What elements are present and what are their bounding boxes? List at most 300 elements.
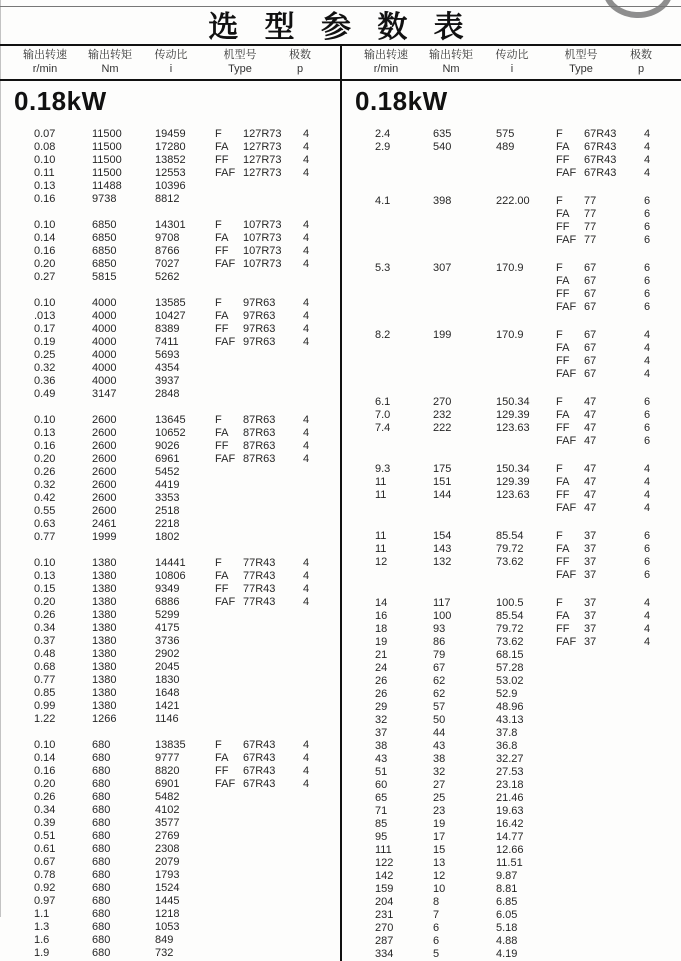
- ratio-cell: 129.39: [496, 409, 530, 421]
- header-torque: [419, 48, 483, 79]
- ratio-group: [341, 128, 681, 180]
- torque-cell: [433, 502, 496, 515]
- speed-cell: 65: [375, 792, 388, 804]
- speed-cell: 0.55: [34, 505, 56, 517]
- ratio-cell: 43.13: [496, 714, 524, 726]
- torque-cell: 680: [92, 869, 111, 881]
- header-type-cn: 机型号: [564, 49, 598, 61]
- ratio-group: [0, 414, 340, 544]
- ratio-cell: 1146: [155, 713, 179, 725]
- type-model-cell: [243, 817, 303, 830]
- ratio-cell: 6901: [155, 778, 180, 790]
- type-prefix-cell: [215, 505, 243, 518]
- ratio-cell: 9777: [155, 752, 180, 764]
- ratio-cell: 4419: [155, 479, 180, 491]
- speed-cell: 0.26: [34, 466, 56, 478]
- torque-cell: 43: [433, 740, 446, 752]
- header-poles-cn: 极数: [630, 49, 652, 61]
- type-model-cell: [243, 531, 303, 544]
- ratio-cell: 10396: [155, 180, 186, 192]
- table-row: [341, 489, 681, 502]
- type-model-cell: 127R73: [243, 128, 282, 140]
- speed-cell: 0.19: [34, 336, 56, 348]
- speed-cell: .013: [34, 310, 56, 322]
- table-row: [341, 766, 681, 779]
- type-prefix-cell: [215, 609, 243, 622]
- torque-cell: 232: [433, 409, 452, 421]
- torque-cell: 1380: [92, 661, 117, 673]
- torque-cell: 5: [433, 948, 440, 960]
- type-model-cell: [243, 791, 303, 804]
- table-row: [0, 739, 340, 752]
- ratio-cell: 732: [155, 947, 174, 959]
- type-model-cell: 47: [584, 422, 597, 434]
- speed-cell: 0.48: [34, 648, 56, 660]
- type-model-cell: [243, 362, 303, 375]
- type-prefix-cell: FF: [556, 221, 570, 233]
- torque-cell: 50: [433, 714, 446, 726]
- poles-cell: 6: [644, 262, 651, 274]
- torque-cell: [433, 208, 496, 221]
- type-prefix-cell: F: [215, 219, 222, 231]
- poles-cell: [644, 935, 674, 948]
- torque-cell: 2600: [92, 492, 117, 504]
- speed-cell: 0.49: [34, 388, 56, 400]
- speed-cell: 60: [375, 779, 388, 791]
- ratio-cell: 100.5: [496, 597, 524, 609]
- ratio-group: [341, 597, 681, 961]
- power-section-heading: 0.18kW: [355, 86, 448, 116]
- ratio-cell: 53.02: [496, 675, 524, 687]
- type-prefix-cell: FAF: [556, 167, 577, 179]
- type-model-cell: 47: [584, 409, 597, 421]
- poles-cell: 4: [644, 154, 651, 166]
- type-model-cell: [243, 375, 303, 388]
- speed-cell: 1.3: [34, 921, 50, 933]
- table-row: [341, 909, 681, 922]
- torque-cell: 680: [92, 817, 111, 829]
- poles-cell: [303, 193, 333, 206]
- type-model-cell: [243, 882, 303, 895]
- type-model-cell: 47: [584, 502, 597, 514]
- ratio-cell: 5482: [155, 791, 180, 803]
- poles-cell: 4: [644, 636, 651, 648]
- poles-cell: 4: [644, 355, 651, 367]
- torque-cell: 11488: [92, 180, 122, 192]
- type-model-cell: [243, 271, 303, 284]
- poles-cell: 4: [303, 219, 310, 231]
- type-prefix-cell: [556, 792, 584, 805]
- type-prefix-cell: FA: [556, 543, 570, 555]
- ratio-cell: 14.77: [496, 831, 524, 843]
- speed-cell: 287: [375, 935, 394, 947]
- ratio-cell: 9026: [155, 440, 180, 452]
- type-model-cell: [584, 779, 644, 792]
- type-model-cell: 47: [584, 463, 597, 475]
- table-row: [341, 753, 681, 766]
- type-prefix-cell: [215, 193, 243, 206]
- type-prefix-cell: [215, 362, 243, 375]
- ratio-cell: 5693: [155, 349, 180, 361]
- type-prefix-cell: [215, 518, 243, 531]
- torque-cell: 117: [433, 597, 451, 609]
- type-prefix-cell: FA: [215, 570, 229, 582]
- table-row: [341, 262, 681, 275]
- poles-cell: [303, 687, 333, 700]
- type-model-cell: 127R73: [243, 167, 282, 179]
- type-model-cell: 97R63: [243, 297, 276, 309]
- type-prefix-cell: [215, 687, 243, 700]
- type-prefix-cell: [556, 870, 584, 883]
- type-prefix-cell: [556, 779, 584, 792]
- torque-cell: 17: [433, 831, 446, 843]
- ratio-cell: 19.63: [496, 805, 524, 817]
- speed-cell: 0.34: [34, 622, 56, 634]
- speed-cell: [375, 569, 433, 582]
- torque-cell: 1380: [92, 570, 117, 582]
- ratio-cell: 9708: [155, 232, 180, 244]
- table-row: [0, 505, 340, 518]
- ratio-cell: 8812: [155, 193, 180, 205]
- speed-cell: 204: [375, 896, 394, 908]
- header-ratio-cn: 传动比: [154, 49, 188, 61]
- type-prefix-cell: [215, 622, 243, 635]
- ratio-cell: 1802: [155, 531, 180, 543]
- speed-cell: [375, 355, 433, 368]
- type-prefix-cell: FA: [556, 476, 570, 488]
- poles-cell: [644, 948, 674, 961]
- poles-cell: 4: [303, 245, 310, 257]
- torque-cell: 1380: [92, 700, 117, 712]
- table-row: [0, 648, 340, 661]
- header-torque-cn: 输出转矩: [88, 49, 132, 61]
- poles-cell: [303, 479, 333, 492]
- type-prefix-cell: FF: [556, 355, 570, 367]
- speed-cell: 51: [375, 766, 388, 778]
- table-row: [0, 856, 340, 869]
- type-prefix-cell: FA: [215, 310, 229, 322]
- torque-cell: 2600: [92, 479, 117, 491]
- header-torque-cn: 输出转矩: [429, 49, 473, 61]
- type-prefix-cell: [215, 531, 243, 544]
- poles-cell: [644, 870, 674, 883]
- type-model-cell: 47: [584, 435, 597, 447]
- torque-cell: 144: [433, 489, 452, 501]
- ratio-group: [0, 128, 340, 206]
- type-prefix-cell: [215, 791, 243, 804]
- table-row: [341, 948, 681, 961]
- poles-cell: [303, 791, 333, 804]
- torque-cell: 175: [433, 463, 452, 475]
- speed-cell: 11: [375, 489, 387, 501]
- ratio-cell: 36.8: [496, 740, 518, 752]
- ratio-cell: 575: [496, 128, 515, 140]
- type-prefix-cell: [215, 934, 243, 947]
- ratio-cell: 13585: [155, 297, 186, 309]
- speed-cell: 0.27: [34, 271, 56, 283]
- type-model-cell: [243, 349, 303, 362]
- type-model-cell: 67R43: [243, 778, 276, 790]
- ratio-cell: 1445: [155, 895, 180, 907]
- speed-cell: 0.11: [34, 167, 55, 179]
- poles-cell: [644, 701, 674, 714]
- torque-cell: 199: [433, 329, 452, 341]
- speed-cell: 71: [375, 805, 388, 817]
- table-row: [0, 154, 340, 167]
- ratio-group: [341, 463, 681, 515]
- table-row: [341, 818, 681, 831]
- ratio-cell: 170.9: [496, 262, 524, 274]
- type-prefix-cell: [215, 271, 243, 284]
- header-speed: [353, 48, 419, 79]
- table-row: [341, 662, 681, 675]
- type-prefix-cell: [215, 349, 243, 362]
- type-prefix-cell: F: [215, 414, 222, 426]
- type-model-cell: [243, 869, 303, 882]
- speed-cell: 111: [375, 844, 392, 856]
- torque-cell: 6850: [92, 232, 117, 244]
- type-model-cell: [243, 674, 303, 687]
- poles-cell: 4: [644, 476, 651, 488]
- type-prefix-cell: FF: [556, 154, 570, 166]
- speed-cell: 0.26: [34, 609, 56, 621]
- type-prefix-cell: [556, 675, 584, 688]
- poles-cell: [644, 857, 674, 870]
- table-row: [341, 935, 681, 948]
- table-row: [341, 727, 681, 740]
- torque-cell: 132: [433, 556, 452, 568]
- poles-cell: 6: [644, 288, 651, 300]
- poles-cell: 4: [644, 342, 651, 354]
- poles-cell: 4: [644, 502, 651, 514]
- ratio-cell: 14441: [155, 557, 186, 569]
- type-model-cell: 127R73: [243, 141, 282, 153]
- type-prefix-cell: FF: [556, 288, 570, 300]
- type-prefix-cell: [556, 714, 584, 727]
- speed-cell: 0.77: [34, 531, 56, 543]
- torque-cell: 44: [433, 727, 446, 739]
- poles-cell: 4: [644, 329, 651, 341]
- type-model-cell: 67: [584, 288, 597, 300]
- type-prefix-cell: [215, 466, 243, 479]
- ratio-group: [341, 262, 681, 314]
- ratio-cell: 85.54: [496, 530, 524, 542]
- poles-cell: [644, 662, 674, 675]
- poles-cell: [303, 518, 333, 531]
- type-model-cell: 77: [584, 234, 597, 246]
- table-row: [0, 570, 340, 583]
- speed-cell: 0.51: [34, 830, 56, 842]
- speed-cell: 0.10: [34, 739, 56, 751]
- poles-cell: 6: [644, 301, 651, 313]
- type-model-cell: 67: [584, 262, 597, 274]
- poles-cell: [644, 909, 674, 922]
- speed-cell: 270: [375, 922, 394, 934]
- poles-cell: [644, 818, 674, 831]
- poles-cell: [303, 869, 333, 882]
- poles-cell: [644, 766, 674, 779]
- header-poles: [280, 48, 320, 79]
- type-model-cell: [243, 843, 303, 856]
- speed-cell: 0.63: [34, 518, 56, 530]
- type-prefix-cell: F: [556, 128, 563, 140]
- speed-cell: [375, 154, 433, 167]
- torque-cell: 4000: [92, 362, 117, 374]
- type-prefix-cell: [556, 883, 584, 896]
- header-ratio-unit: i: [510, 63, 514, 75]
- type-model-cell: 107R73: [243, 219, 282, 231]
- table-row: [0, 700, 340, 713]
- ratio-cell: 12.66: [496, 844, 524, 856]
- speed-cell: [375, 288, 433, 301]
- type-prefix-cell: [556, 948, 584, 961]
- speed-cell: 0.07: [34, 128, 56, 140]
- torque-cell: 680: [92, 765, 111, 777]
- type-prefix-cell: F: [215, 739, 222, 751]
- ratio-cell: 2079: [155, 856, 180, 868]
- speed-cell: 0.97: [34, 895, 56, 907]
- torque-cell: 79: [433, 649, 446, 661]
- table-row: [341, 870, 681, 883]
- ratio-cell: 10427: [155, 310, 186, 322]
- table-row: [0, 934, 340, 947]
- table-row: [341, 530, 681, 543]
- speed-cell: 26: [375, 675, 388, 687]
- table-row: [0, 843, 340, 856]
- poles-cell: [303, 921, 333, 934]
- type-prefix-cell: [215, 895, 243, 908]
- type-prefix-cell: FA: [556, 610, 570, 622]
- header-torque: [78, 48, 142, 79]
- torque-cell: 4000: [92, 375, 117, 387]
- ratio-group: [341, 396, 681, 448]
- poles-cell: [644, 753, 674, 766]
- table-row: [0, 258, 340, 271]
- ratio-cell: 150.34: [496, 463, 530, 475]
- ratio-cell: 123.63: [496, 489, 530, 501]
- type-model-cell: 127R73: [243, 154, 282, 166]
- ratio-cell: 5262: [155, 271, 180, 283]
- table-row: [341, 422, 681, 435]
- ratio-cell: 9349: [155, 583, 180, 595]
- header-ratio-cn: 传动比: [495, 49, 529, 61]
- speed-cell: [375, 342, 433, 355]
- ratio-cell: 129.39: [496, 476, 530, 488]
- torque-cell: 680: [92, 921, 111, 933]
- speed-cell: 0.42: [34, 492, 56, 504]
- speed-cell: 4.1: [375, 195, 391, 207]
- poles-cell: 4: [303, 232, 310, 244]
- ratio-cell: [496, 502, 556, 515]
- type-prefix-cell: [215, 635, 243, 648]
- ratio-cell: 123.63: [496, 422, 530, 434]
- table-row: [0, 141, 340, 154]
- poles-cell: [644, 714, 674, 727]
- poles-cell: 4: [303, 427, 310, 439]
- speed-cell: 0.13: [34, 570, 56, 582]
- poles-cell: 4: [303, 141, 310, 153]
- table-row: [0, 765, 340, 778]
- speed-cell: 0.78: [34, 869, 56, 881]
- table-row: [341, 701, 681, 714]
- torque-cell: 23: [433, 805, 446, 817]
- type-model-cell: [584, 922, 644, 935]
- type-prefix-cell: [215, 804, 243, 817]
- poles-cell: 6: [644, 422, 651, 434]
- ratio-cell: 13852: [155, 154, 186, 166]
- ratio-cell: [496, 234, 556, 247]
- table-row: [341, 342, 681, 355]
- type-model-cell: 67R43: [584, 141, 617, 153]
- ratio-cell: [496, 208, 556, 221]
- type-prefix-cell: [556, 753, 584, 766]
- ratio-cell: [496, 569, 556, 582]
- ratio-cell: 4.88: [496, 935, 518, 947]
- speed-cell: 24: [375, 662, 388, 674]
- type-model-cell: 67R43: [584, 154, 617, 166]
- type-prefix-cell: FF: [215, 323, 229, 335]
- type-prefix-cell: FF: [556, 623, 570, 635]
- ratio-cell: [496, 342, 556, 355]
- table-column-left: [0, 82, 340, 961]
- table-row: [341, 688, 681, 701]
- poles-cell: 4: [303, 258, 310, 270]
- type-model-cell: 77: [584, 208, 597, 220]
- table-row: [341, 779, 681, 792]
- ratio-cell: 10652: [155, 427, 186, 439]
- speed-cell: 14: [375, 597, 388, 609]
- type-model-cell: 37: [584, 543, 597, 555]
- header-poles-unit: p: [637, 63, 645, 75]
- type-prefix-cell: FAF: [215, 336, 236, 348]
- type-model-cell: [243, 479, 303, 492]
- speed-cell: 0.10: [34, 414, 56, 426]
- type-model-cell: 67: [584, 301, 597, 313]
- torque-cell: 1380: [92, 635, 117, 647]
- poles-cell: [303, 804, 333, 817]
- type-model-cell: 87R63: [243, 414, 276, 426]
- type-model-cell: 67: [584, 275, 597, 287]
- table-row: [0, 895, 340, 908]
- ratio-cell: [496, 355, 556, 368]
- type-model-cell: 77: [584, 221, 597, 233]
- speed-cell: 0.20: [34, 258, 56, 270]
- speed-cell: 37: [375, 727, 388, 739]
- table-header-left: [0, 48, 340, 79]
- poles-cell: 6: [644, 221, 651, 233]
- type-prefix-cell: F: [215, 557, 222, 569]
- type-model-cell: 47: [584, 476, 597, 488]
- torque-cell: [433, 167, 496, 180]
- table-row: [341, 844, 681, 857]
- header-poles: [621, 48, 661, 79]
- table-row: [0, 336, 340, 349]
- ratio-group: [0, 219, 340, 284]
- poles-cell: 4: [303, 570, 310, 582]
- torque-cell: 2600: [92, 505, 117, 517]
- torque-cell: 680: [92, 947, 111, 959]
- torque-cell: 143: [433, 543, 452, 555]
- table-row: [341, 623, 681, 636]
- speed-cell: 0.67: [34, 856, 56, 868]
- table-row: [0, 440, 340, 453]
- torque-cell: 307: [433, 262, 452, 274]
- torque-cell: [433, 368, 496, 381]
- groups-container-right: [341, 128, 681, 961]
- torque-cell: 680: [92, 830, 111, 842]
- torque-cell: [433, 288, 496, 301]
- torque-cell: 67: [433, 662, 446, 674]
